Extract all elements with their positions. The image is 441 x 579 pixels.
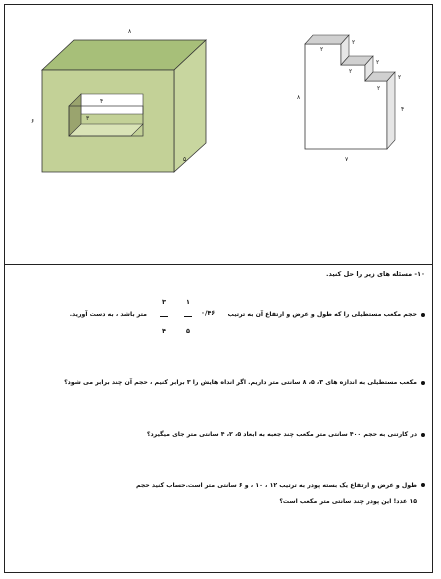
box-with-hole: [31, 28, 206, 172]
section-divider: [4, 264, 433, 265]
question-1-fraction-2-numerator: ۳: [162, 298, 166, 306]
stair-label-4: ۲: [376, 59, 380, 66]
stairs-bottom-label: ۷: [345, 156, 349, 163]
box-front-face: [42, 70, 174, 172]
hole-label-1: ۴: [100, 98, 104, 105]
question-1-decimal: ۰/۴۶: [201, 309, 216, 317]
stair-label-2: ۲: [352, 39, 356, 46]
stairs-right-label: ۴: [401, 106, 405, 113]
stairs-side-3: [387, 72, 395, 149]
question-2-bullet: [421, 381, 425, 385]
question-1-bullet: [421, 313, 425, 317]
box-top-label: ۸: [128, 28, 132, 35]
stair-label-6: ۲: [398, 74, 402, 81]
question-4-text: طول و عرض و ارتفاع یک بسته پودر به ترتیب ۱۲ ، ۱۰ ، و ۶ سانتی متر است.حساب کنید حجم ۱۵ عدد! این پودر چند سانتی متر مکعب است؟: [135, 482, 417, 505]
stair-solid: [297, 35, 404, 163]
question-1-text: حجم مکعب مستطیلی را که طول و عرض و ارتفاع آن به ترتیب: [227, 311, 417, 318]
question-3-text: در کارتنی به حجم ۴۰۰ سانتی متر مکعب چند جعبه به ابعاد ۵، ۲، ۴ سانتی متر جای میگیرد؟: [146, 431, 417, 438]
question-1-fraction-1-denominator: ۵: [186, 327, 190, 335]
question-2-text: مکعب مستطیلی به اندازه های ۳، ۵، ۸ سانتی متر داریم. اگر انداه هایش را ۳ برابر کنیم ، حجم آن چند برابر می شود؟: [64, 379, 417, 386]
question-1-fraction-2-denominator: ۴: [162, 327, 166, 335]
stair-label-1: ۲: [320, 46, 324, 53]
figures: [0, 0, 441, 264]
question-3-bullet: [421, 433, 425, 437]
question-4-bullet: [421, 483, 425, 487]
question-1-fraction-1-bar: [184, 316, 192, 317]
question-1-fraction-1-numerator: ۱: [186, 298, 190, 306]
hole-back: [81, 94, 143, 114]
section-heading: ۱۰- مسئله های زیر را حل کنید.: [326, 270, 425, 278]
stair-label-3: ۲: [349, 68, 353, 75]
stairs-left-label: ۸: [297, 94, 301, 101]
question-1-fraction-2-bar: [160, 316, 168, 317]
box-left-label: ۶: [31, 118, 35, 125]
stair-label-5: ۲: [377, 85, 381, 92]
hole-label-2: ۳: [86, 115, 90, 122]
box-bottom-label: ۵: [183, 156, 187, 163]
question-1-ending: متر باشد ، به دست آورید.: [69, 311, 147, 318]
hole-bottom: [69, 124, 143, 136]
